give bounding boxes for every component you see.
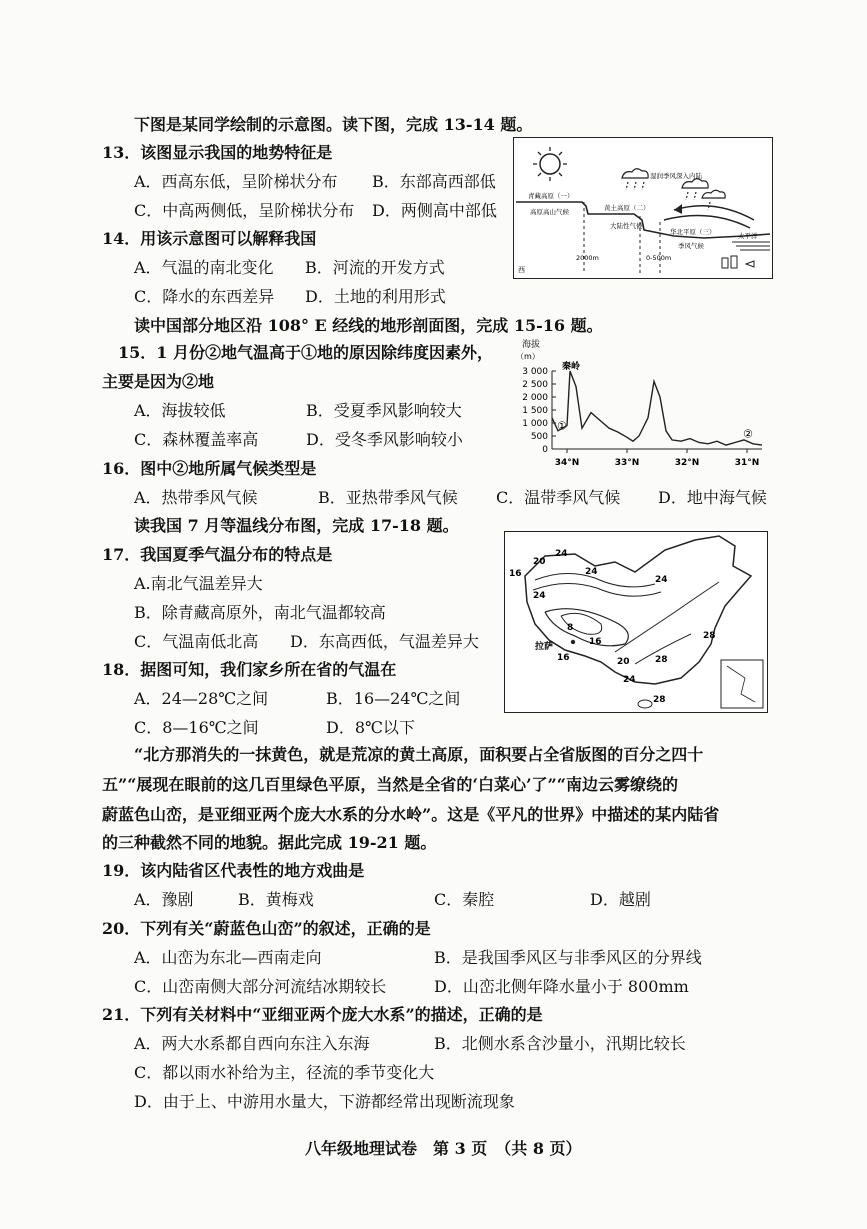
isotherm-label: 20	[533, 557, 546, 567]
q21-option-a[interactable]: A．两大水系都自西向东注入东海	[134, 1034, 370, 1053]
isotherm-label: 24	[585, 567, 598, 577]
q17-stem: 17．我国夏季气温分布的特点是	[102, 545, 333, 564]
fig13-label-loess: 黄土高原（二）	[604, 204, 650, 212]
profile-ytick-label: 2 500	[522, 380, 548, 390]
q13-option-b[interactable]: B．东部高西部低	[372, 172, 496, 191]
fig13-label-west: 西	[518, 266, 525, 274]
q20-option-b[interactable]: B．是我国季风区与非季风区的分界线	[434, 948, 702, 967]
profile-elevation-line	[552, 371, 762, 445]
fig13-label-north-plain: 华北平原（三）	[670, 228, 716, 236]
fig13-label-moist-monsoon: 湿润季风深入内陆	[650, 172, 702, 180]
q15-option-d[interactable]: D．受冬季风影响较小	[306, 430, 463, 449]
profile-ylabel: 海拔	[522, 340, 541, 350]
q15-option-a[interactable]: A．海拔较低	[134, 401, 226, 420]
profile-ytick-label: 2 000	[522, 393, 548, 403]
q16-option-d[interactable]: D．地中海气候	[658, 488, 767, 507]
profile-point-2: ②	[743, 427, 753, 441]
q13-option-d[interactable]: D．两侧高中部低	[372, 201, 497, 220]
q14-stem: 14．用该示意图可以解释我国	[102, 229, 317, 248]
passage-line1: “北方那消失的一抹黄色，就是荒凉的黄土高原，面积要占全省版图的百分之四十	[134, 745, 704, 764]
q15-option-b[interactable]: B．受夏季风影响较大	[306, 401, 462, 420]
passage-line4: 的三种截然不同的地貌。据此完成 19-21 题。	[102, 833, 437, 852]
isotherm-label: 28	[703, 631, 716, 641]
q14-option-c[interactable]: C．降水的东西差异	[134, 287, 275, 306]
profile-ytick-label: 1 000	[522, 419, 548, 429]
isotherm-label: 24	[533, 591, 546, 601]
q20-option-c[interactable]: C．山峦南侧大部分河流结冰期较长	[134, 977, 387, 996]
south-china-sea-inset	[721, 660, 763, 708]
q19-option-c[interactable]: C．秦腔	[434, 890, 495, 909]
q16-option-b[interactable]: B．亚热带季风气候	[318, 488, 458, 507]
fish-icon	[746, 261, 754, 267]
intro-13-14: 下图是某同学绘制的示意图。读下图，完成 13-14 题。	[134, 115, 533, 134]
isotherm-label: 24	[555, 549, 568, 559]
passage-line3: 蔚蓝色山峦，是亚细亚两个庞大水系的分水岭”。这是《平凡的世界》中描述的某内陆省	[102, 805, 720, 824]
q17-option-d[interactable]: D．东高西低，气温差异大	[290, 632, 479, 651]
q18-option-c[interactable]: C．8—16℃之间	[134, 718, 259, 737]
profile-point-1: ①	[557, 419, 567, 433]
q18-option-a[interactable]: A．24—28℃之间	[134, 689, 269, 708]
terrain-schematic-svg	[514, 138, 772, 278]
fig13-label-monsoon: 季风气候	[678, 242, 704, 250]
hainan-island	[638, 700, 652, 708]
isotherm-label: 16	[509, 569, 522, 579]
isotherm-label: 28	[655, 655, 668, 665]
q15-stem-line1: 15．1 月份②地气温高于①地的原因除纬度因素外，	[118, 343, 493, 362]
q16-option-a[interactable]: A．热带季风气候	[134, 488, 258, 507]
fig13-label-0-500m: 0-500m	[646, 254, 672, 262]
q13-stem: 13．该图显示我国的地势特征是	[102, 143, 333, 162]
profile-xtick-label: 33°N	[614, 458, 640, 468]
profile-xtick-label: 34°N	[554, 458, 580, 468]
q20-option-a[interactable]: A．山峦为东北—西南走向	[134, 948, 322, 967]
page-footer: 八年级地理试卷 第 3 页 （共 8 页）	[305, 1139, 582, 1158]
q13-option-c[interactable]: C．中高两侧低，呈阶梯状分布	[134, 201, 355, 220]
q19-option-d[interactable]: D．越剧	[590, 890, 651, 909]
passage-line2: 五”“展现在眼前的这几百里绿色平原，当然是全省的‘白菜心’了”“南边云雾缭绕的	[102, 775, 678, 794]
q16-option-c[interactable]: C．温带季风气候	[496, 488, 621, 507]
intro-17-18: 读我国 7 月等温线分布图，完成 17-18 题。	[134, 516, 459, 535]
profile-xtick-label: 32°N	[674, 458, 700, 468]
profile-ytick-label: 3 000	[522, 367, 548, 377]
isotherm-label: 16	[557, 653, 570, 663]
fig13-label-2000m: 2000m	[576, 254, 599, 262]
q15-option-c[interactable]: C．森林覆盖率高	[134, 430, 259, 449]
fig13-label-qinghai-tibet: 青藏高原（一）	[528, 192, 574, 200]
profile-xtick-label: 31°N	[734, 458, 760, 468]
terrain-profile-chart	[512, 337, 770, 477]
terrain-schematic-figure	[513, 137, 773, 279]
isotherm-label: 24	[655, 575, 668, 585]
profile-ytick-label: 0	[542, 445, 548, 455]
q20-option-d[interactable]: D．山峦北侧年降水量小于 800mm	[434, 977, 689, 996]
isotherm-label: 24	[623, 675, 636, 685]
q19-option-a[interactable]: A．豫剧	[134, 890, 194, 909]
q17-option-c[interactable]: C．气温南低北高	[134, 632, 259, 651]
q18-stem: 18．据图可知，我们家乡所在省的气温在	[102, 660, 397, 679]
profile-peak-label: 秦岭	[562, 362, 581, 372]
q21-option-d[interactable]: D．由于上、中游用水量大，下游都经常出现断流现象	[134, 1092, 515, 1111]
isotherm-label: 16	[589, 637, 602, 647]
isotherm-label: 20	[617, 657, 630, 667]
q14-option-d[interactable]: D．土地的利用形式	[305, 287, 446, 306]
profile-yunit: （m）	[516, 352, 540, 361]
july-isotherm-map	[504, 531, 768, 713]
q15-stem-line2: 主要是因为②地	[102, 372, 215, 391]
lhasa-marker	[571, 640, 575, 644]
isotherm-map-svg	[505, 532, 767, 712]
isotherm-label: 8	[567, 623, 574, 633]
profile-ytick-label: 500	[530, 432, 548, 442]
q19-stem: 19．该内陆省区代表性的地方戏曲是	[102, 861, 365, 880]
q17-option-a[interactable]: A.南北气温差异大	[134, 574, 263, 593]
q20-stem: 20．下列有关“蔚蓝色山峦”的叙述，正确的是	[102, 919, 431, 938]
profile-ytick-label: 1 500	[522, 406, 548, 416]
building-icon	[722, 258, 728, 268]
q19-option-b[interactable]: B．黄梅戏	[238, 890, 314, 909]
monsoon-arrow	[674, 206, 754, 220]
q16-stem: 16．图中②地所属气候类型是	[102, 459, 317, 478]
q21-option-c[interactable]: C．都以雨水补给为主，径流的季节变化大	[134, 1063, 435, 1082]
fig13-label-continental: 大陆性气候	[610, 222, 643, 230]
terrain-profile-svg	[512, 337, 770, 477]
q21-stem: 21．下列有关材料中“亚细亚两个庞大水系”的描述，正确的是	[102, 1005, 543, 1024]
sun-icon	[533, 147, 567, 181]
q17-option-b[interactable]: B．除青藏高原外，南北气温都较高	[134, 603, 386, 622]
fig13-label-pacific: 太平洋	[738, 232, 758, 240]
lhasa-label: 拉萨	[535, 642, 554, 652]
fig13-label-highland-climate: 高原高山气候	[530, 208, 569, 216]
intro-15-16: 读中国部分地区沿 108° E 经线的地形剖面图，完成 15-16 题。	[134, 316, 603, 335]
q13-option-a[interactable]: A．西高东低，呈阶梯状分布	[134, 172, 338, 191]
q18-option-d[interactable]: D．8℃以下	[326, 718, 415, 737]
q14-option-b[interactable]: B．河流的开发方式	[305, 258, 445, 277]
q18-option-b[interactable]: B．16—24℃之间	[326, 689, 461, 708]
q14-option-a[interactable]: A．气温的南北变化	[134, 258, 274, 277]
isotherm-label: 28	[653, 695, 666, 705]
q21-option-b[interactable]: B．北侧水系含沙量小，汛期比较长	[434, 1034, 686, 1053]
sea-hatch	[732, 242, 770, 250]
